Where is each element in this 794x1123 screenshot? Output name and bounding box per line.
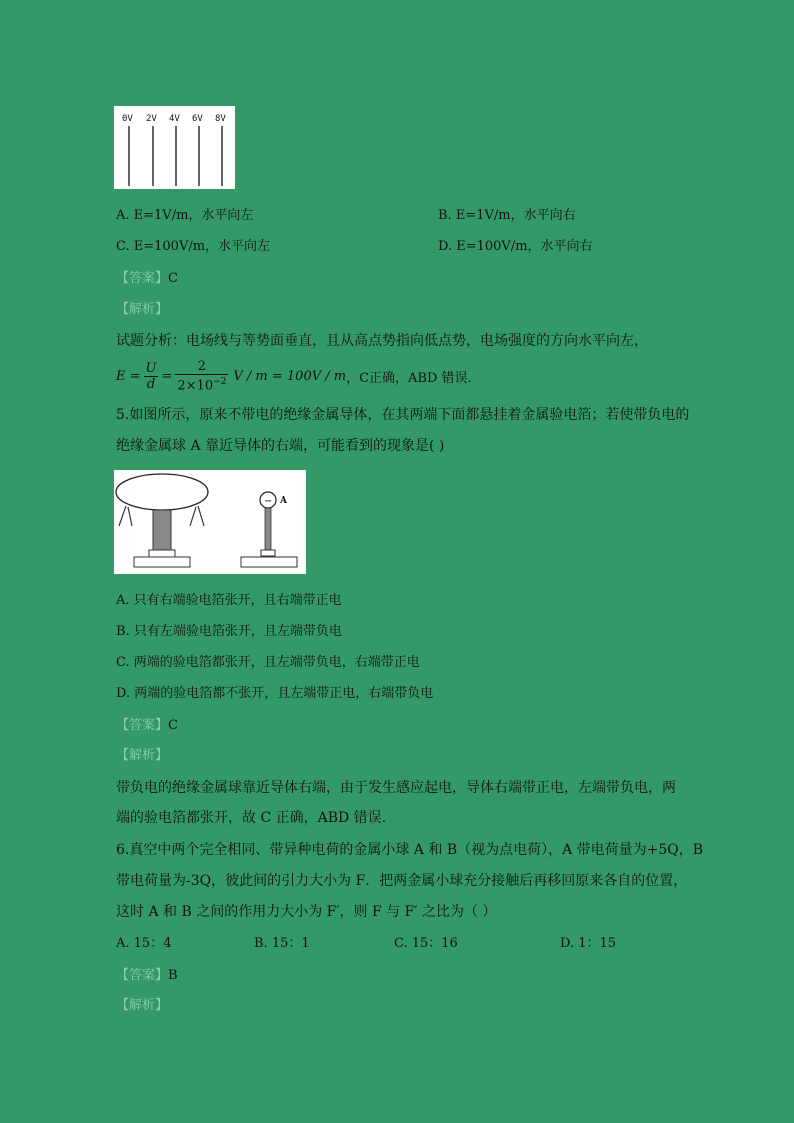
q6-answer-row: [116, 965, 178, 986]
q4-option-a: A. E=1V/m，水平向左: [116, 208, 254, 223]
q4-answer: C: [168, 271, 178, 286]
formula-fraction-1: [144, 361, 159, 392]
q4-analysis-line1: 试题分析：电场线与等势面垂直，且从高点势指向低点势，电场强度的方向水平向左，: [116, 333, 648, 349]
voltage-label-1: 2V: [146, 114, 157, 124]
q5-option-c: C. 两端的验电箔都张开，且左端带负电，右端带正电: [116, 655, 420, 670]
formula-num1: U: [145, 360, 157, 376]
q6-option-b: B. 15：1: [254, 936, 310, 951]
oval-conductor: [116, 474, 208, 510]
formula-den2-wrap: [175, 375, 228, 393]
formula-tail: V / m = 100V / m: [233, 368, 347, 384]
ball-stand-pole: [265, 508, 271, 550]
q4-option-c: C. E=100V/m，水平向左: [116, 239, 271, 254]
equipotential-lines-svg: [114, 106, 235, 189]
formula-lhs: E =: [116, 368, 141, 384]
q5-stem-line2: 绝缘金属球 A 靠近导体的右端，可能看到的现象是( ): [116, 438, 445, 454]
voltage-label-4: 8V: [215, 114, 226, 124]
formula-fraction-2: [175, 359, 228, 393]
formula-num2: 2: [175, 359, 228, 375]
voltage-label-0: 0V: [122, 114, 133, 124]
left-foil: [119, 506, 132, 526]
conductor-stand-pole: [153, 510, 171, 552]
q5-analysis-line2: 端的验电箔都张开，故 C 正确，ABD 错误.: [116, 810, 387, 826]
q6-option-d: D. 1：15: [560, 936, 617, 951]
q6-stem-line3: 这时 A 和 B 之间的作用力大小为 F′，则 F 与 F′ 之比为（ ）: [116, 904, 497, 920]
conductor-figure: [114, 470, 306, 574]
conductor-stand-neck: [149, 550, 175, 557]
ball-label: A: [280, 496, 287, 506]
formula-after: ，C正确，ABD 错误.: [346, 370, 472, 386]
q5-analysis-line1: 带负电的绝缘金属球靠近导体右端，由于发生感应起电，导体右端带正电，左端带负电，两: [116, 780, 676, 796]
ball-sign: −: [264, 496, 273, 507]
q6-answer: B: [168, 968, 178, 983]
q6-answer-tag: 【答案】: [116, 968, 169, 983]
q5-answer-tag: 【答案】: [116, 718, 169, 733]
q4-option-b: B. E=1V/m，水平向右: [438, 208, 576, 223]
q5-analysis-tag: 【解析】: [116, 748, 169, 763]
conductor-stand-base: [134, 557, 190, 567]
formula-den1: d: [146, 376, 156, 392]
ball-stand-neck: [261, 550, 275, 556]
formula-exp: −2: [213, 376, 227, 387]
q5-option-d: D. 两端的验电箔都不张开，且左端带正电，右端带负电: [116, 686, 434, 701]
voltage-label-2: 4V: [169, 114, 180, 124]
q6-option-c: C. 15：16: [394, 936, 458, 951]
q4-option-d: D. E=100V/m，水平向右: [438, 239, 593, 254]
right-foil: [190, 506, 204, 526]
ball-stand-base: [241, 557, 297, 567]
formula-eq: =: [161, 368, 173, 384]
q6-stem-line1: 6.真空中两个完全相同、带异种电荷的金属小球 A 和 B（视为点电荷），A 带电荷量为+5Q，B: [116, 842, 704, 858]
q4-answer-tag: 【答案】: [116, 271, 169, 286]
q6-analysis-tag: 【解析】: [116, 998, 169, 1013]
voltage-label-3: 6V: [192, 114, 203, 124]
q5-option-b: B. 只有左端验电箔张开，且左端带负电: [116, 624, 342, 639]
conductor-svg: [114, 470, 306, 574]
q5-answer-row: [116, 715, 178, 736]
q6-stem-line2: 带电荷量为-3Q，彼此间的引力大小为 F．把两金属小球充分接触后再移回原来各自的位置，: [116, 873, 688, 889]
q4-answer-row: [116, 268, 178, 289]
formula-den2: 2×10: [177, 378, 214, 394]
q4-analysis-tag: 【解析】: [116, 302, 169, 317]
q5-option-a: A. 只有右端验电箔张开，且右端带正电: [116, 593, 342, 608]
q4-formula: [116, 356, 472, 396]
q5-stem-line1: 5.如图所示，原来不带电的绝缘金属导体，在其两端下面都悬挂着金属验电箔；若使带负电的: [116, 407, 690, 423]
q6-option-a: A. 15：4: [116, 936, 172, 951]
equipotential-figure: [114, 106, 235, 189]
q5-answer: C: [168, 718, 178, 733]
